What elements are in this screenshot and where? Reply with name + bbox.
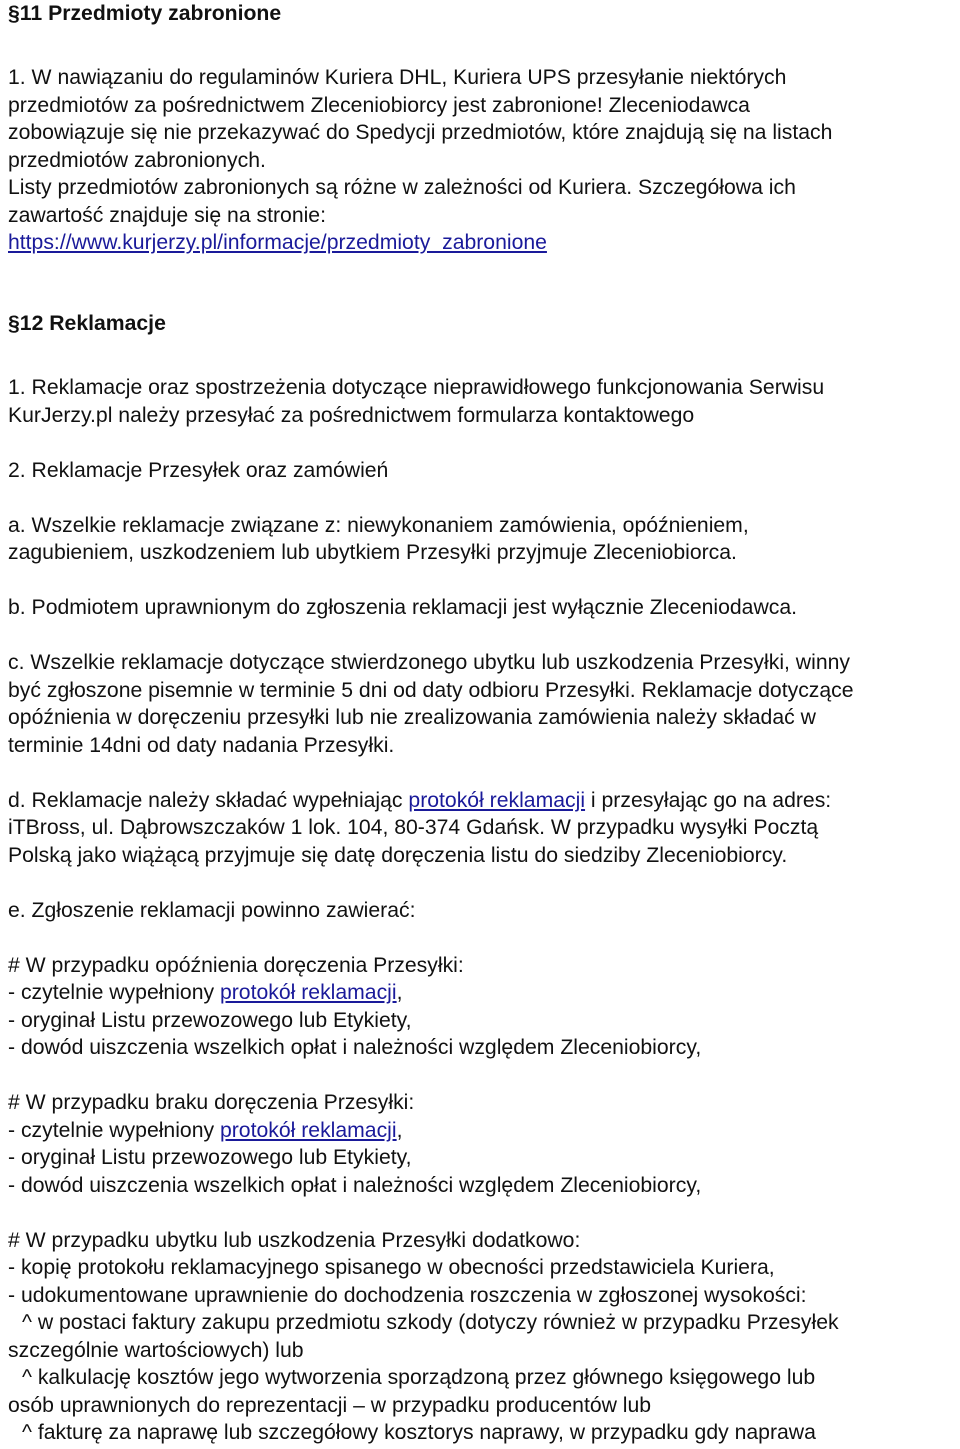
paragraph-line: opóźnienia w doręczeniu przesyłki lub nie zrealizowania zamówienia należy składać w xyxy=(8,706,816,729)
text-span: , xyxy=(396,1118,403,1142)
paragraph-line: terminie 14dni od daty nadania Przesyłki. xyxy=(8,733,395,757)
text-span: , xyxy=(396,981,403,1004)
list-item: - udokumentowane uprawnienie do dochodzenia roszczenia w zgłoszonej wysokości: xyxy=(8,1283,807,1307)
paragraph-line: zobowiązuje się nie przekazywać do Spedycji przedmiotów, które znajdują się na listach xyxy=(8,121,833,144)
sub-list-item-continuation: osób uprawnionych do reprezentacji – w przypadku producentów lub xyxy=(8,1393,652,1417)
complaint-protocol-link[interactable]: protokół reklamacji xyxy=(219,1118,397,1142)
group-heading: # W przypadku ubytku lub uszkodzenia Przesyłki dodatkowo: xyxy=(8,1228,581,1252)
list-item: - kopię protokołu reklamacyjnego spisanego w obecności przedstawiciela Kuriera, xyxy=(8,1256,775,1279)
paragraph-line xyxy=(8,787,854,815)
group-heading: # W przypadku opóźnienia doręczenia Przesyłki: xyxy=(8,953,464,977)
list-item: - oryginał Listu przewozowego lub Etykiety, xyxy=(8,1146,412,1169)
complaint-protocol-link[interactable]: protokół reklamacji xyxy=(219,981,397,1004)
section-11-heading: §11 Przedmioty zabronione xyxy=(8,2,282,25)
section-12-heading: §12 Reklamacje xyxy=(8,312,166,335)
group-heading: # W przypadku braku doręczenia Przesyłki: xyxy=(8,1091,415,1114)
paragraph-line: być zgłoszone pisemnie w terminie 5 dni od daty odbioru Przesyłki. Reklamacje dotyczące xyxy=(8,678,854,702)
text-span: - czytelnie wypełniony xyxy=(8,1118,220,1142)
paragraph-line: Listy przedmiotów zabronionych są różne w zależności od Kuriera. Szczegółowa ich xyxy=(8,176,796,199)
sub-list-item: ^ fakturę za naprawę lub szczegółowy kosztorys naprawy, w przypadku gdy naprawa xyxy=(22,1421,816,1444)
forbidden-items-link[interactable]: https://www.kurjerzy.pl/informacje/przedmioty_zabronione xyxy=(8,231,547,254)
list-item xyxy=(8,1117,854,1145)
paragraph-line: iTBross, ul. Dąbrowszczaków 1 lok. 104, 80-374 Gdańsk. W przypadku wysyłki Pocztą xyxy=(8,816,819,839)
list-item xyxy=(8,979,854,1007)
section-12 xyxy=(8,310,166,338)
text-span: i przesyłając go na adres: xyxy=(585,788,832,812)
paragraph-line: e. Zgłoszenie reklamacji powinno zawierać: xyxy=(8,898,416,922)
paragraph-line: 1. Reklamacje oraz spostrzeżenia dotyczące nieprawidłowego funkcjonowania Serwisu xyxy=(8,376,825,399)
sub-list-item: ^ kalkulację kosztów jego wytworzenia sporządzoną przez głównego księgowego lub xyxy=(22,1366,816,1389)
text-span: d. Reklamacje należy składać wypełniając xyxy=(8,788,409,812)
paragraph-line: 2. Reklamacje Przesyłek oraz zamówień xyxy=(8,458,389,482)
list-item: - oryginał Listu przewozowego lub Etykiety, xyxy=(8,1008,412,1032)
section-12-body xyxy=(8,374,854,1447)
sub-list-item: ^ w postaci faktury zakupu przedmiotu szkody (dotyczy również w przypadku Przesyłek xyxy=(22,1311,839,1334)
paragraph-line: a. Wszelkie reklamacje związane z: niewykonaniem zamówienia, opóźnieniem, xyxy=(8,513,749,537)
link-line xyxy=(8,229,832,257)
text-span: - czytelnie wypełniony xyxy=(8,981,220,1004)
paragraph-line: c. Wszelkie reklamacje dotyczące stwierdzonego ubytku lub uszkodzenia Przesyłki, winny xyxy=(8,651,850,674)
sub-list-item-continuation: szczególnie wartościowych) lub xyxy=(8,1338,304,1362)
paragraph-line: 1. W nawiązaniu do regulaminów Kuriera DHL, Kuriera UPS przesyłanie niektórych xyxy=(8,66,787,89)
complaint-protocol-link[interactable]: protokół reklamacji xyxy=(408,788,586,812)
paragraph-line: zawartość znajduje się na stronie: xyxy=(8,203,326,227)
paragraph-line: przedmiotów zabronionych. xyxy=(8,148,266,172)
list-item: - dowód uiszczenia wszelkich opłat i należności względem Zleceniobiorcy, xyxy=(8,1173,702,1197)
section-11 xyxy=(8,0,281,28)
paragraph-line: Polską jako wiążącą przyjmuje się datę doręczenia listu do siedziby Zleceniobiorcy. xyxy=(8,843,788,867)
paragraph-line: b. Podmiotem uprawnionym do zgłoszenia reklamacji jest wyłącznie Zleceniodawca. xyxy=(8,596,798,619)
section-11-body xyxy=(8,64,832,257)
paragraph-line: przedmiotów za pośrednictwem Zleceniobiorcy jest zabronione! Zleceniodawca xyxy=(8,93,750,117)
paragraph-line: KurJerzy.pl należy przesyłać za pośrednictwem formularza kontaktowego xyxy=(8,403,695,427)
list-item: - dowód uiszczenia wszelkich opłat i należności względem Zleceniobiorcy, xyxy=(8,1036,702,1059)
paragraph-line: zagubieniem, uszkodzeniem lub ubytkiem Przesyłki przyjmuje Zleceniobiorca. xyxy=(8,541,737,564)
